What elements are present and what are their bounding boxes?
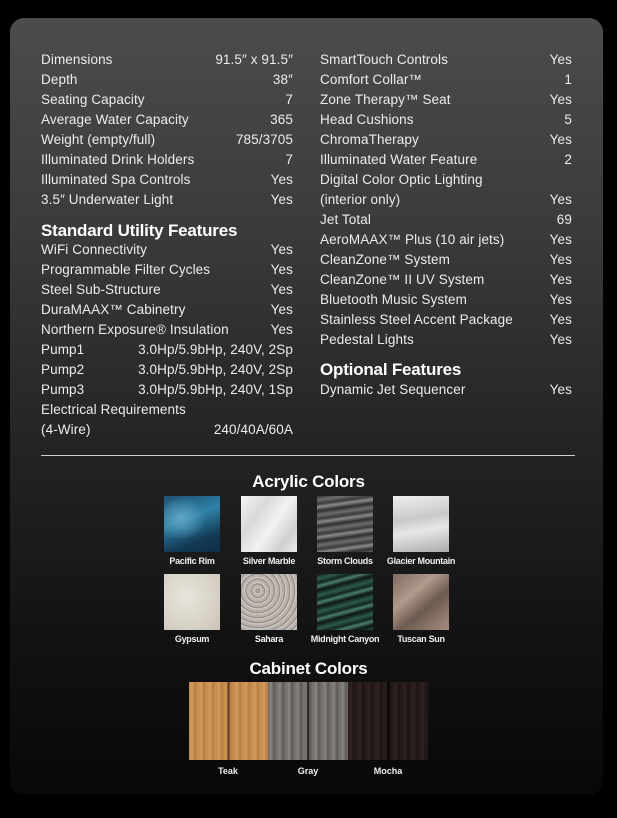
spec-label: Average Water Capacity <box>41 112 189 127</box>
spec-value: 5 <box>564 112 572 127</box>
spec-value: Yes <box>549 232 572 247</box>
acrylic-swatch <box>164 496 220 552</box>
spec-label: Illuminated Drink Holders <box>41 152 195 167</box>
spec-label: Pump3 <box>41 382 85 397</box>
spec-value: 3.0Hp/5.9bHp, 240V, 2Sp <box>138 342 293 357</box>
spec-row <box>320 90 572 110</box>
spec-value: Yes <box>549 332 572 347</box>
spec-label: Pump1 <box>41 342 85 357</box>
spec-value: Yes <box>549 132 572 147</box>
spec-row <box>320 210 572 230</box>
spec-value: 7 <box>285 152 293 167</box>
spec-value: Yes <box>549 312 572 327</box>
cabinet-swatch <box>268 682 348 760</box>
spec-row <box>320 190 572 210</box>
spec-row <box>41 190 293 210</box>
spec-row <box>320 310 572 330</box>
cabinet-swatch-label: Gray <box>297 766 319 776</box>
acrylic-colors-heading: Acrylic Colors <box>252 472 365 491</box>
spec-value: Yes <box>270 262 293 277</box>
optional-features-list <box>320 380 572 400</box>
spec-row <box>320 380 572 400</box>
spec-label: Depth <box>41 72 78 87</box>
spec-value: Yes <box>549 92 572 107</box>
spec-value: 240/40A/60A <box>213 422 293 437</box>
spec-row <box>41 360 293 380</box>
spec-label: ChromaTherapy <box>320 132 419 147</box>
spec-label: Head Cushions <box>320 112 414 127</box>
acrylic-swatch-label: Sahara <box>254 634 284 644</box>
spec-value: 785/3705 <box>235 132 293 147</box>
acrylic-swatch <box>317 496 373 552</box>
spec-value: Yes <box>549 52 572 67</box>
spec-value: Yes <box>270 282 293 297</box>
right-spec-column <box>320 50 572 400</box>
spec-row <box>320 130 572 150</box>
acrylic-swatch-label: Tuscan Sun <box>397 634 445 644</box>
cabinet-colors-heading: Cabinet Colors <box>249 659 368 678</box>
spec-label: Dynamic Jet Sequencer <box>320 382 466 397</box>
spec-row <box>41 90 293 110</box>
acrylic-swatch-label: Silver Marble <box>242 556 296 566</box>
spec-row <box>41 300 293 320</box>
spec-row <box>320 250 572 270</box>
spec-label: AeroMAAX™ Plus (10 air jets) <box>320 232 505 247</box>
spec-row <box>320 270 572 290</box>
spec-label: Dimensions <box>41 52 113 67</box>
spec-label: Jet Total <box>320 212 371 227</box>
spec-label: 3.5″ Underwater Light <box>41 192 174 207</box>
spec-value: Yes <box>549 252 572 267</box>
spec-label: (interior only) <box>320 192 401 207</box>
spec-row <box>41 400 293 420</box>
spec-row <box>41 170 293 190</box>
spec-row <box>320 170 572 190</box>
spec-label: (4-Wire) <box>41 422 91 437</box>
acrylic-swatch <box>241 496 297 552</box>
spec-label: SmartTouch Controls <box>320 52 448 67</box>
spec-value: 91.5″ x 91.5″ <box>215 52 293 67</box>
acrylic-swatch <box>317 574 373 630</box>
spec-label: Zone Therapy™ Seat <box>320 92 451 107</box>
spec-label: CleanZone™ II UV System <box>320 272 485 287</box>
spec-label: Seating Capacity <box>41 92 145 107</box>
spec-value: Yes <box>270 322 293 337</box>
spec-value: Yes <box>549 382 572 397</box>
section-divider <box>41 455 575 456</box>
spec-row <box>41 280 293 300</box>
spec-row <box>320 230 572 250</box>
spec-value: 2 <box>564 152 572 167</box>
spec-row <box>320 290 572 310</box>
spec-row <box>41 70 293 90</box>
acrylic-swatch-label: Storm Clouds <box>317 556 373 566</box>
spec-label: CleanZone™ System <box>320 252 451 267</box>
spec-row <box>320 150 572 170</box>
acrylic-swatch-label: Glacier Mountain <box>386 556 456 566</box>
spec-value: 3.0Hp/5.9bHp, 240V, 1Sp <box>138 382 293 397</box>
spec-value: 365 <box>270 112 293 127</box>
acrylic-swatch-label: Pacific Rim <box>169 556 215 566</box>
spec-label: Programmable Filter Cycles <box>41 262 211 277</box>
spec-row <box>320 50 572 70</box>
utility-features-heading: Standard Utility Features <box>41 221 238 240</box>
spec-row <box>41 150 293 170</box>
spec-label: Illuminated Water Feature <box>320 152 478 167</box>
cabinet-swatch-label: Teak <box>218 766 238 776</box>
spec-label: Steel Sub-Structure <box>41 282 161 297</box>
spec-row <box>41 340 293 360</box>
spec-value: Yes <box>549 192 572 207</box>
optional-features-heading: Optional Features <box>320 360 462 379</box>
spec-label: Northern Exposure® Insulation <box>41 322 229 337</box>
spec-row <box>320 330 572 350</box>
spec-label: Stainless Steel Accent Package <box>320 312 513 327</box>
spec-value: 7 <box>285 92 293 107</box>
utility-features-list <box>41 240 293 440</box>
spec-label: Weight (empty/full) <box>41 132 156 147</box>
left-spec-column <box>41 50 293 440</box>
spec-value: 69 <box>556 212 572 227</box>
spec-value: Yes <box>549 272 572 287</box>
spec-row <box>41 130 293 150</box>
spec-value: 38″ <box>272 72 293 87</box>
acrylic-swatch-label: Midnight Canyon <box>310 634 380 644</box>
cabinet-swatch <box>189 682 268 760</box>
spec-label: WiFi Connectivity <box>41 242 147 257</box>
spec-row <box>41 320 293 340</box>
spec-value: Yes <box>270 242 293 257</box>
spec-label: DuraMAAX™ Cabinetry <box>41 302 186 317</box>
spec-value: Yes <box>270 172 293 187</box>
spec-label: Electrical Requirements <box>41 402 186 417</box>
acrylic-swatch <box>241 574 297 630</box>
acrylic-swatch-label: Gypsum <box>174 634 210 644</box>
spec-label: Illuminated Spa Controls <box>41 172 191 187</box>
spec-value: 3.0Hp/5.9bHp, 240V, 2Sp <box>138 362 293 377</box>
cabinet-swatch <box>348 682 428 760</box>
spec-row <box>41 260 293 280</box>
spec-row <box>41 240 293 260</box>
spec-value: Yes <box>270 302 293 317</box>
spec-row <box>41 110 293 130</box>
spec-label: Pump2 <box>41 362 85 377</box>
spec-row <box>320 110 572 130</box>
acrylic-swatch <box>393 574 449 630</box>
spec-value: Yes <box>549 292 572 307</box>
spec-label: Comfort Collar™ <box>320 72 423 87</box>
acrylic-swatch <box>393 496 449 552</box>
feature-specs-list <box>320 50 572 350</box>
acrylic-swatch <box>164 574 220 630</box>
spec-row <box>41 50 293 70</box>
spec-value: 1 <box>564 72 572 87</box>
spec-label: Digital Color Optic Lighting <box>320 172 483 187</box>
spec-value: Yes <box>270 192 293 207</box>
spec-label: Bluetooth Music System <box>320 292 468 307</box>
spec-label: Pedestal Lights <box>320 332 414 347</box>
cabinet-swatch-label: Mocha <box>373 766 403 776</box>
general-specs-list <box>41 50 293 210</box>
spec-row <box>41 420 293 440</box>
spec-row <box>320 70 572 90</box>
spec-row <box>41 380 293 400</box>
